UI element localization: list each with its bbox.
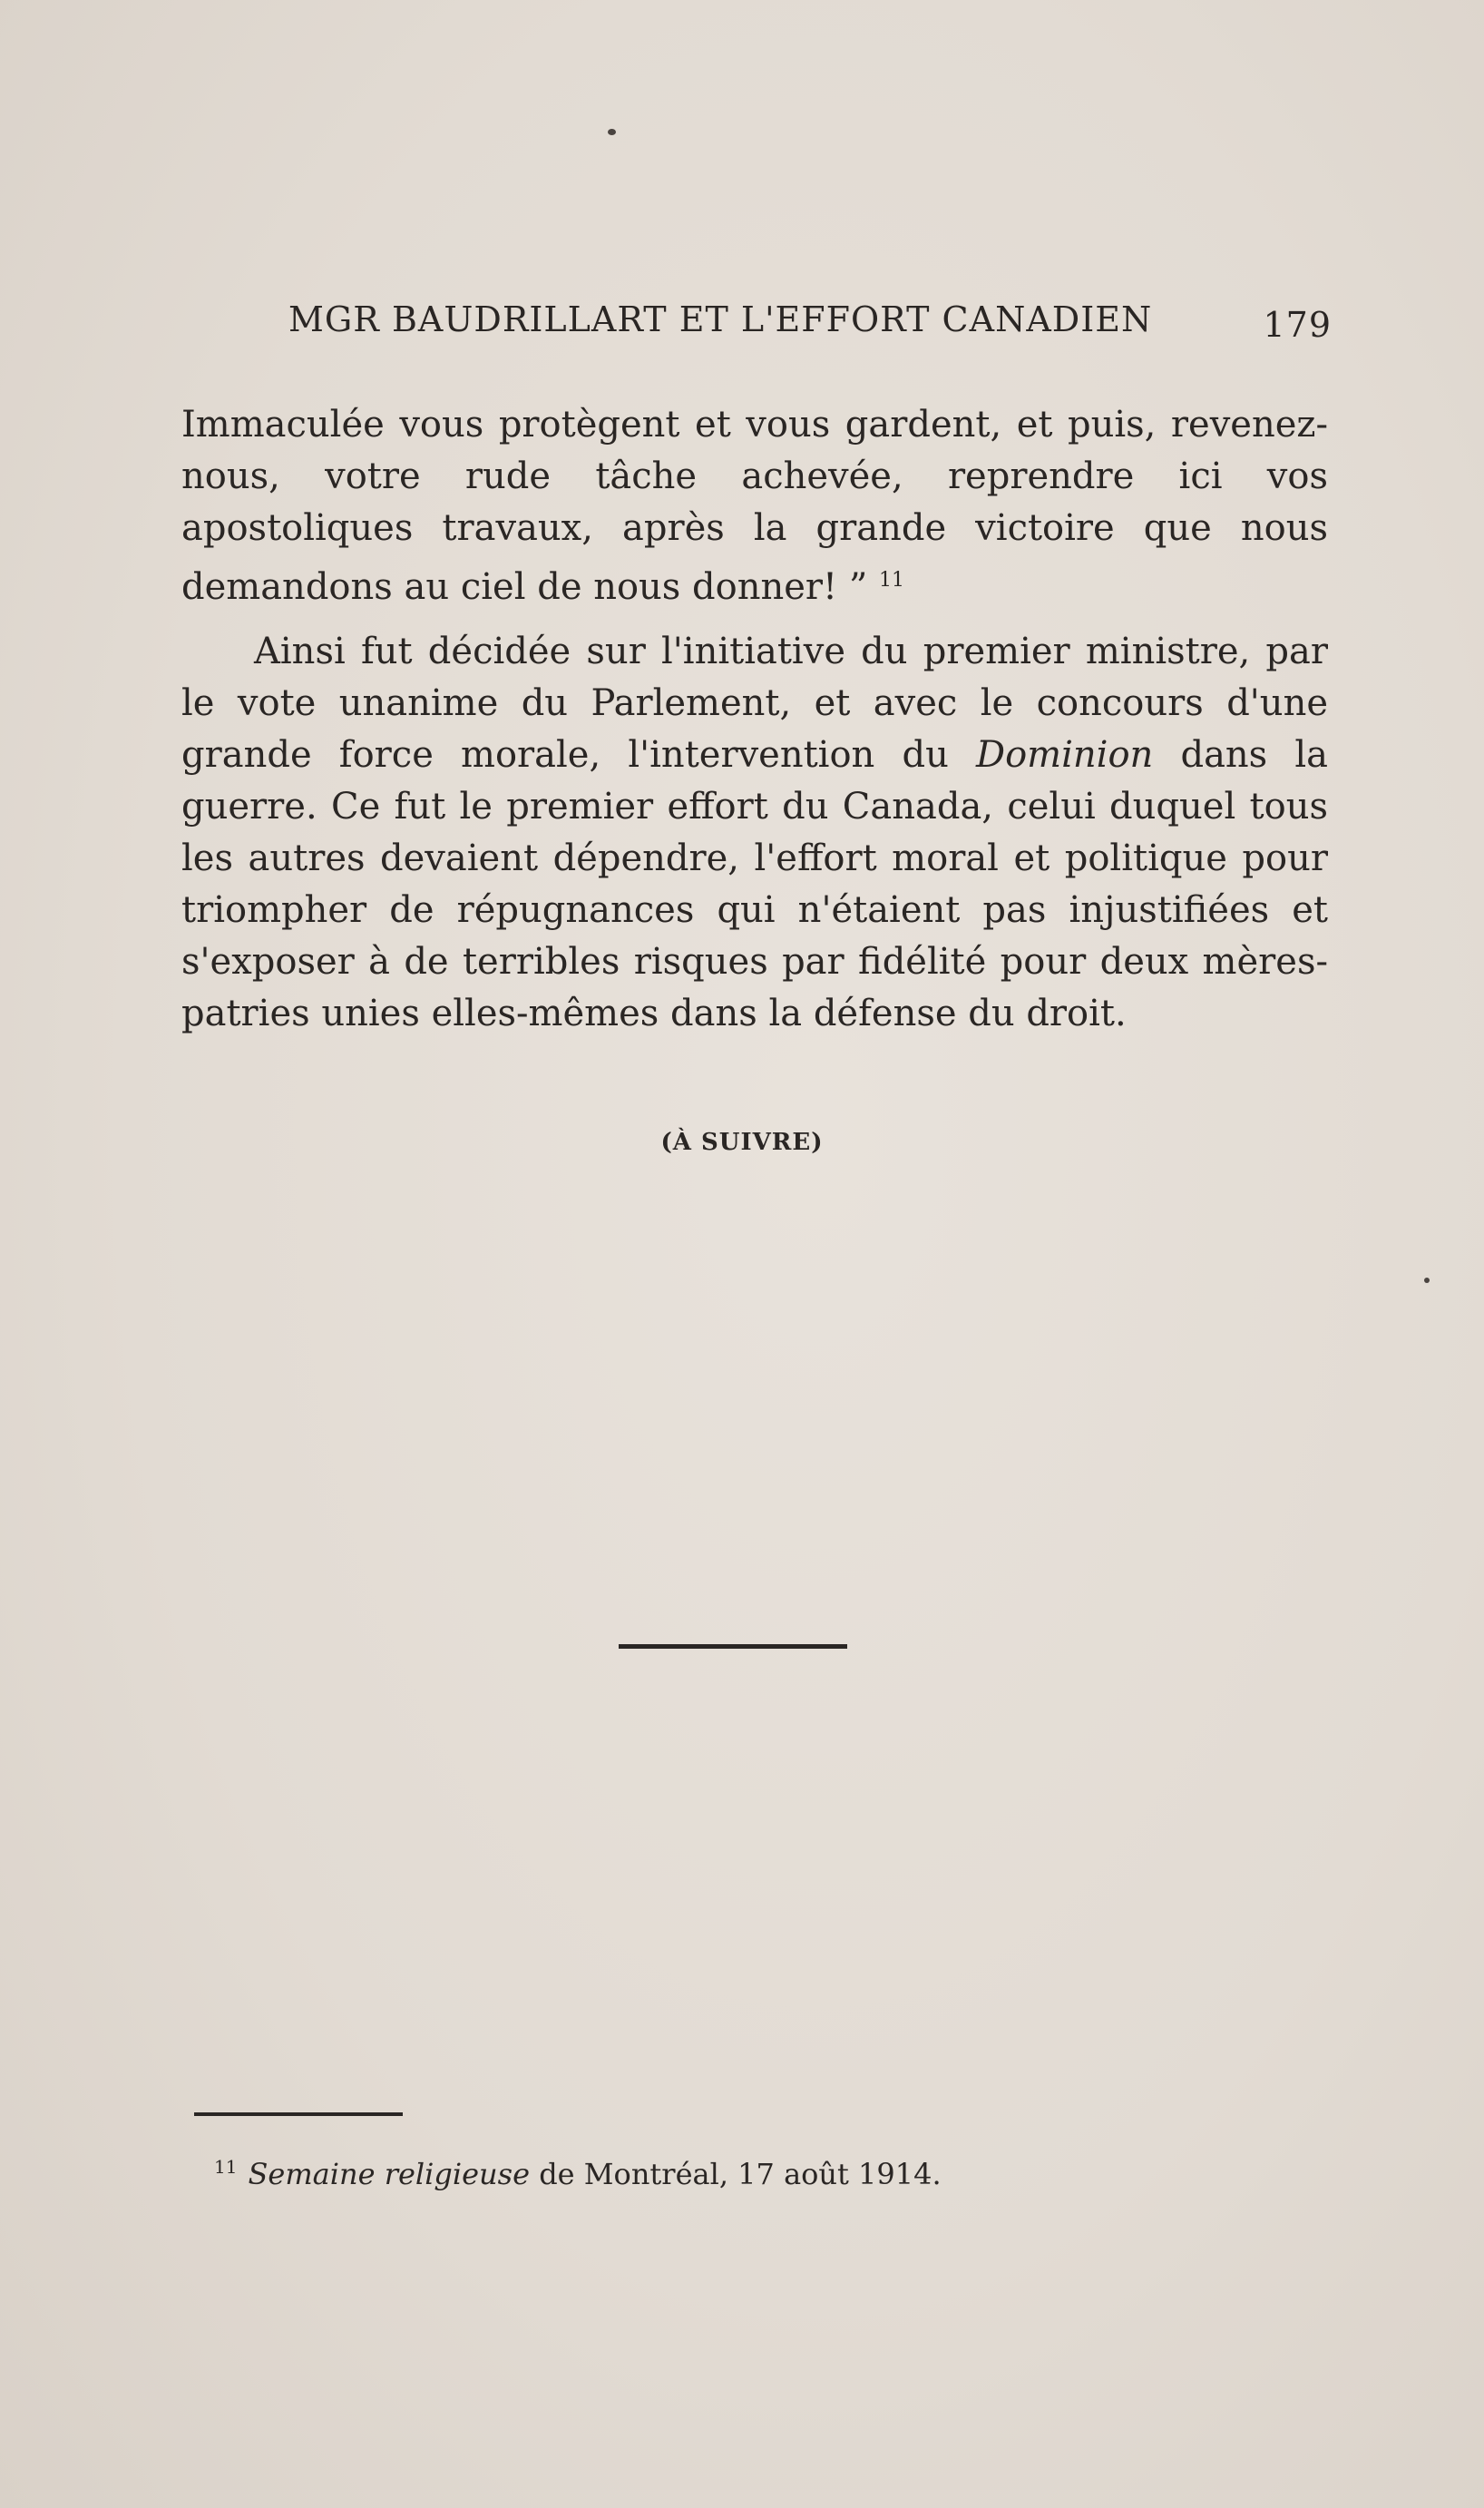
- section-divider: [619, 1644, 847, 1649]
- body-text: [181, 399, 1328, 1040]
- paragraph: [181, 626, 1328, 1040]
- footnote-number: 11: [214, 2156, 238, 2178]
- ink-speck: [1424, 1278, 1430, 1283]
- italic-term: Dominion: [976, 734, 1154, 776]
- paragraph-text: dans la guerre. Ce fut le premier effort du Canada, celui duquel tous les autres devaient dépendre, l'effort moral et politique pour triompher de répugnances qui n'étaient pas injustifiées et s'exposer à de terribles risques par fidélité pour deux mères-patries unies elles-mêmes dans la défense du droit.: [181, 734, 1329, 1034]
- footnote-reference: 11: [879, 569, 905, 592]
- page-number: 179: [1263, 305, 1332, 345]
- footnote-divider: [194, 2112, 403, 2116]
- paragraph-text: Immaculée vous protègent et vous gardent, et puis, revenez-nous, votre rude tâche achevée, reprendre ici vos apostoliques travaux, après la grande victoire que nous demandons au ciel de nous donner! ”: [181, 404, 1328, 608]
- paragraph-text: Ainsi fut décidée sur l'initiative du premier ministre, par le vote unanime du Parlement, et avec le concours d'une grande force morale, l'intervention du: [181, 631, 1328, 776]
- footnote: [214, 2156, 1212, 2191]
- footnote-text: de Montréal, 17 août 1914.: [530, 2157, 942, 2191]
- paragraph: [181, 399, 1328, 613]
- ink-speck: [608, 129, 616, 135]
- to-be-continued: (À SUIVRE): [660, 1129, 824, 1156]
- running-header: [288, 299, 1332, 354]
- footnote-italic-title: Semaine religieuse: [248, 2157, 531, 2191]
- running-header-title: MGR BAUDRILLART ET L'EFFORT CANADIEN: [288, 299, 1153, 339]
